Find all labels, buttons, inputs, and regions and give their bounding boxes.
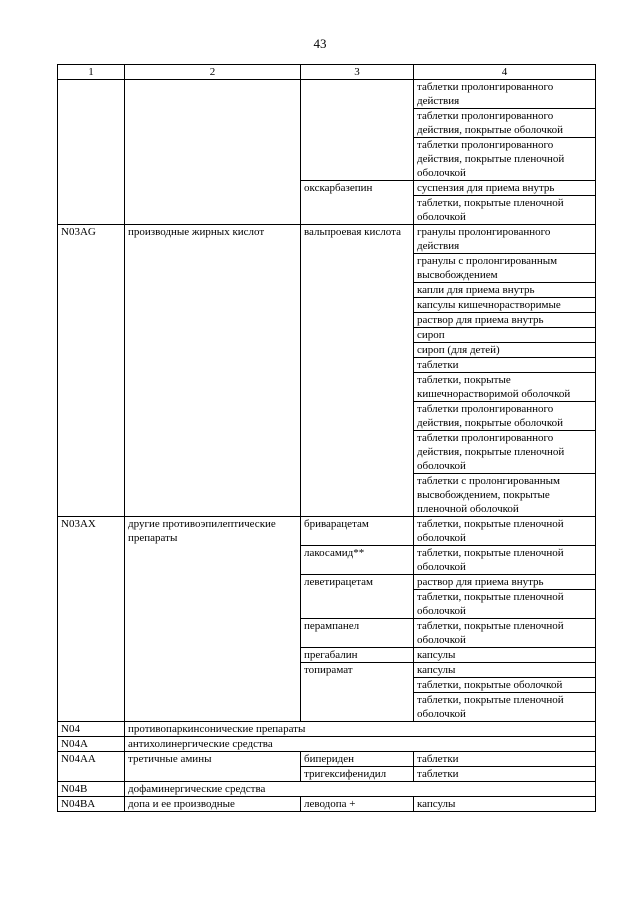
- dosage-form: таблетки пролонгированного действия, покрытые оболочкой: [414, 402, 596, 431]
- atc-code: N04BA: [58, 797, 125, 812]
- atc-group: [125, 80, 301, 225]
- table-row: [58, 737, 596, 752]
- dosage-form: таблетки, покрытые пленочной оболочкой: [414, 590, 596, 619]
- atc-code: N04A: [58, 737, 125, 752]
- drug-name: тригексифенидил: [301, 767, 414, 782]
- atc-code: N03AX: [58, 517, 125, 722]
- drug-name: леветирацетам: [301, 575, 414, 619]
- atc-group: производные жирных кислот: [125, 225, 301, 517]
- col-header: 3: [301, 65, 414, 80]
- table-row: [58, 782, 596, 797]
- dosage-form: таблетки: [414, 767, 596, 782]
- dosage-form: капсулы: [414, 663, 596, 678]
- table-row: [58, 225, 596, 254]
- dosage-form: таблетки, покрытые оболочкой: [414, 678, 596, 693]
- dosage-form: таблетки пролонгированного действия, покрытые оболочкой: [414, 109, 596, 138]
- table-row: [58, 722, 596, 737]
- drug-name: прегабалин: [301, 648, 414, 663]
- table-row: [58, 80, 596, 109]
- dosage-form: капли для приема внутрь: [414, 283, 596, 298]
- atc-group: допа и ее производные: [125, 797, 301, 812]
- dosage-form: капсулы: [414, 797, 596, 812]
- atc-code: N04: [58, 722, 125, 737]
- dosage-form: таблетки: [414, 358, 596, 373]
- drug-name: окскарбазепин: [301, 181, 414, 225]
- drug-name: леводопа +: [301, 797, 414, 812]
- dosage-form: таблетки пролонгированного действия, покрытые пленочной оболочкой: [414, 138, 596, 181]
- drug-name: перампанел: [301, 619, 414, 648]
- drug-name: вальпроевая кислота: [301, 225, 414, 517]
- page-number: 43: [313, 36, 327, 51]
- col-header: 2: [125, 65, 301, 80]
- dosage-form: капсулы кишечнорастворимые: [414, 298, 596, 313]
- dosage-form: таблетки, покрытые пленочной оболочкой: [414, 196, 596, 225]
- dosage-form: раствор для приема внутрь: [414, 575, 596, 590]
- atc-code: [58, 80, 125, 225]
- dosage-form: таблетки, покрытые пленочной оболочкой: [414, 619, 596, 648]
- dosage-form: гранулы пролонгированного действия: [414, 225, 596, 254]
- dosage-form: сироп: [414, 328, 596, 343]
- atc-code: N04AA: [58, 752, 125, 782]
- atc-code: N04B: [58, 782, 125, 797]
- drug-name: топирамат: [301, 663, 414, 722]
- dosage-form: таблетки пролонгированного действия: [414, 80, 596, 109]
- col-header: 4: [414, 65, 596, 80]
- dosage-form: гранулы с пролонгированным высвобождением: [414, 254, 596, 283]
- drug-name: лакосамид**: [301, 546, 414, 575]
- atc-code: N03AG: [58, 225, 125, 517]
- dosage-form: таблетки, покрытые кишечнорастворимой оболочкой: [414, 373, 596, 402]
- table-row: [58, 517, 596, 546]
- dosage-form: таблетки, покрытые пленочной оболочкой: [414, 693, 596, 722]
- atc-group: антихолинергические средства: [125, 737, 596, 752]
- dosage-form: таблетки, покрытые пленочной оболочкой: [414, 517, 596, 546]
- drug-name: бипериден: [301, 752, 414, 767]
- atc-group: другие противоэпилептические препараты: [125, 517, 301, 722]
- dosage-form: суспензия для приема внутрь: [414, 181, 596, 196]
- dosage-form: капсулы: [414, 648, 596, 663]
- dosage-form: таблетки: [414, 752, 596, 767]
- dosage-form: таблетки с пролонгированным высвобождением, покрытые пленочной оболочкой: [414, 474, 596, 517]
- dosage-form: раствор для приема внутрь: [414, 313, 596, 328]
- table-row: [58, 752, 596, 767]
- drug-name: [301, 80, 414, 181]
- atc-group: третичные амины: [125, 752, 301, 782]
- atc-group: противопаркинсонические препараты: [125, 722, 596, 737]
- dosage-form: сироп (для детей): [414, 343, 596, 358]
- dosage-form: таблетки пролонгированного действия, покрытые пленочной оболочкой: [414, 431, 596, 474]
- dosage-form: таблетки, покрытые пленочной оболочкой: [414, 546, 596, 575]
- table-row: [58, 797, 596, 812]
- table-header-row: [58, 65, 596, 80]
- drug-name: бриварацетам: [301, 517, 414, 546]
- atc-group: дофаминергические средства: [125, 782, 596, 797]
- drug-table: [57, 64, 596, 812]
- col-header: 1: [58, 65, 125, 80]
